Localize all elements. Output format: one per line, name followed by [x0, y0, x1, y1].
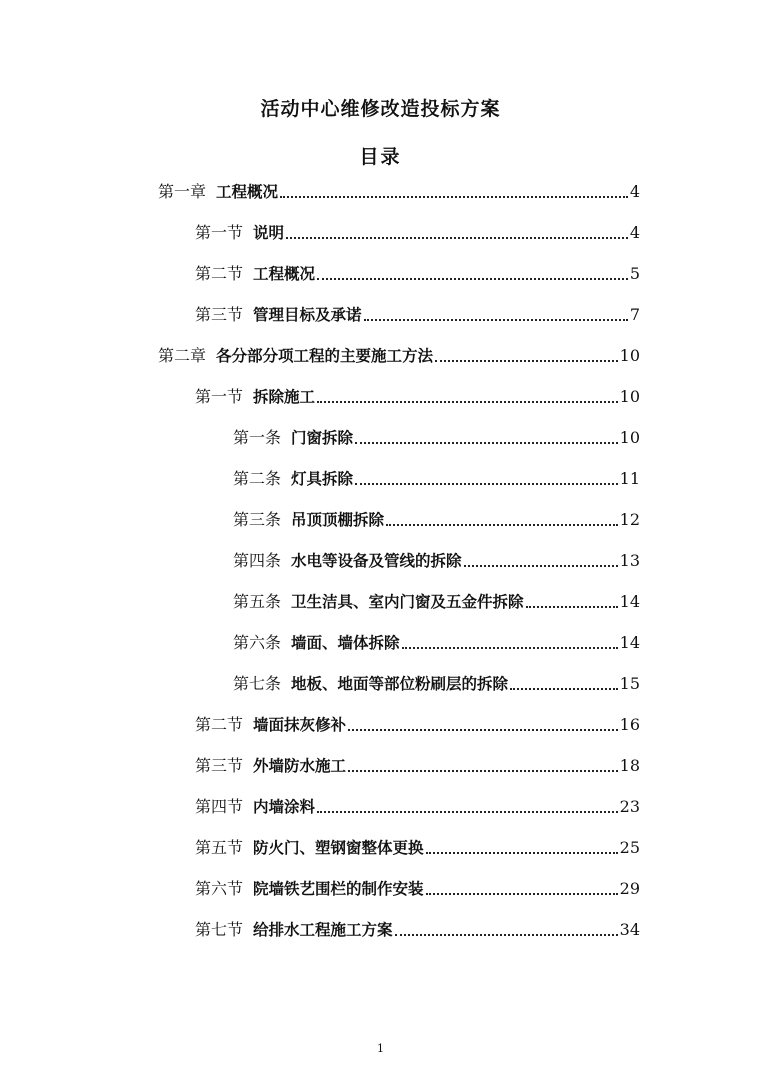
toc-entry-number: 第一章: [158, 182, 207, 201]
toc-leader-dots: [317, 400, 618, 403]
toc-entry-section[interactable]: [195, 260, 640, 284]
toc-entry-title: 防火门、塑钢窗整体更换: [253, 839, 424, 857]
toc-entry-number: 第七条: [233, 674, 282, 693]
toc-entry-page: 29: [619, 879, 640, 898]
toc-entry-title: 卫生洁具、室内门窗及五金件拆除: [291, 593, 524, 611]
toc-leader-dots: [317, 277, 628, 280]
toc-entry-number: 第五节: [195, 838, 244, 857]
toc-entry-number: 第六节: [195, 879, 244, 898]
toc-entry-title: 管理目标及承诺: [253, 306, 362, 324]
toc-leader-dots: [355, 482, 618, 485]
toc-entry-number: 第二章: [158, 346, 207, 365]
toc-entry-number: 第三节: [195, 756, 244, 775]
toc-entry-title: 墙面抹灰修补: [253, 716, 347, 734]
toc-leader-dots: [464, 564, 618, 567]
toc-entry-page: 18: [619, 756, 640, 775]
toc-entry-page: 23: [619, 797, 640, 816]
toc-entry-page: 11: [619, 469, 640, 488]
toc-entry-page: 34: [619, 920, 640, 939]
toc-leader-dots: [348, 769, 618, 772]
toc-entry-number: 第六条: [233, 633, 282, 652]
toc-leader-dots: [317, 810, 618, 813]
toc-leader-dots: [526, 605, 618, 608]
toc-entry-article[interactable]: [233, 424, 640, 448]
toc-leader-dots: [286, 236, 628, 239]
toc-leader-dots: [280, 195, 628, 198]
toc-entry-chapter[interactable]: [158, 342, 640, 366]
toc-entry-number: 第一条: [233, 428, 282, 447]
toc-entry-article[interactable]: [233, 629, 640, 653]
toc-entry-page: 10: [619, 428, 640, 447]
toc-entry-article[interactable]: [233, 506, 640, 530]
toc-entry-title: 水电等设备及管线的拆除: [291, 552, 462, 570]
toc-entry-page: 15: [619, 674, 640, 693]
toc-leader-dots: [395, 933, 618, 936]
toc-entry-number: 第二节: [195, 715, 244, 734]
toc-entry-number: 第二条: [233, 469, 282, 488]
toc-entry-number: 第二节: [195, 264, 244, 283]
toc-entry-page: 14: [619, 633, 640, 652]
toc-entry-page: 16: [619, 715, 640, 734]
toc-leader-dots: [348, 728, 618, 731]
toc-entry-article[interactable]: [233, 547, 640, 571]
document-title: 活动中心维修改造投标方案: [260, 98, 501, 120]
toc-entry-page: 10: [619, 346, 640, 365]
toc-entry-page: 4: [629, 182, 640, 201]
toc-entry-section[interactable]: [195, 916, 640, 940]
toc-leader-dots: [386, 523, 618, 526]
toc-entry-title: 说明: [253, 224, 285, 242]
toc-leader-dots: [426, 892, 618, 895]
toc-entry-title: 门窗拆除: [291, 429, 354, 447]
toc-entry-number: 第七节: [195, 920, 244, 939]
toc-entry-title: 吊顶顶棚拆除: [291, 511, 385, 529]
toc-entry-title: 内墙涂料: [253, 798, 316, 816]
toc-entry-number: 第四节: [195, 797, 244, 816]
toc-entry-title: 外墙防水施工: [253, 757, 347, 775]
toc-leader-dots: [355, 441, 618, 444]
toc-entry-section[interactable]: [195, 711, 640, 735]
toc-leader-dots: [510, 687, 618, 690]
page-number: 1: [377, 1042, 384, 1055]
toc-entry-article[interactable]: [233, 588, 640, 612]
toc-entry-title: 灯具拆除: [291, 470, 354, 488]
toc-entry-title: 地板、地面等部位粉刷层的拆除: [291, 675, 509, 693]
toc-entry-title: 墙面、墙体拆除: [291, 634, 400, 652]
toc-entry-title: 各分部分项工程的主要施工方法: [216, 347, 434, 365]
toc-entry-title: 工程概况: [216, 183, 279, 201]
toc-entry-chapter[interactable]: [158, 178, 640, 202]
toc-entry-number: 第五条: [233, 592, 282, 611]
toc-entry-article[interactable]: [233, 465, 640, 489]
toc-entry-page: 13: [619, 551, 640, 570]
toc-leader-dots: [364, 318, 628, 321]
toc-entry-title: 拆除施工: [253, 388, 316, 406]
toc-leader-dots: [435, 359, 618, 362]
toc-leader-dots: [402, 646, 618, 649]
toc-entry-page: 7: [629, 305, 640, 324]
toc-entry-number: 第四条: [233, 551, 282, 570]
toc-leader-dots: [426, 851, 618, 854]
toc-heading: 目录: [359, 146, 402, 168]
toc-entry-number: 第三条: [233, 510, 282, 529]
toc-entry-page: 12: [619, 510, 640, 529]
toc-entry-number: 第一节: [195, 387, 244, 406]
toc-entry-title: 给排水工程施工方案: [253, 921, 393, 939]
toc-entry-section[interactable]: [195, 383, 640, 407]
toc-entry-section[interactable]: [195, 301, 640, 325]
toc-entry-article[interactable]: [233, 670, 640, 694]
toc-entry-page: 25: [619, 838, 640, 857]
toc-entry-title: 工程概况: [253, 265, 316, 283]
toc-entry-number: 第一节: [195, 223, 244, 242]
toc-entry-number: 第三节: [195, 305, 244, 324]
toc-entry-page: 5: [629, 264, 640, 283]
toc-entry-title: 院墙铁艺围栏的制作安装: [253, 880, 424, 898]
toc-entry-section[interactable]: [195, 875, 640, 899]
toc-entry-section[interactable]: [195, 219, 640, 243]
toc-entry-page: 14: [619, 592, 640, 611]
toc-entry-section[interactable]: [195, 834, 640, 858]
toc-entry-section[interactable]: [195, 752, 640, 776]
toc-entry-section[interactable]: [195, 793, 640, 817]
toc-entry-page: 10: [619, 387, 640, 406]
toc-entry-page: 4: [629, 223, 640, 242]
